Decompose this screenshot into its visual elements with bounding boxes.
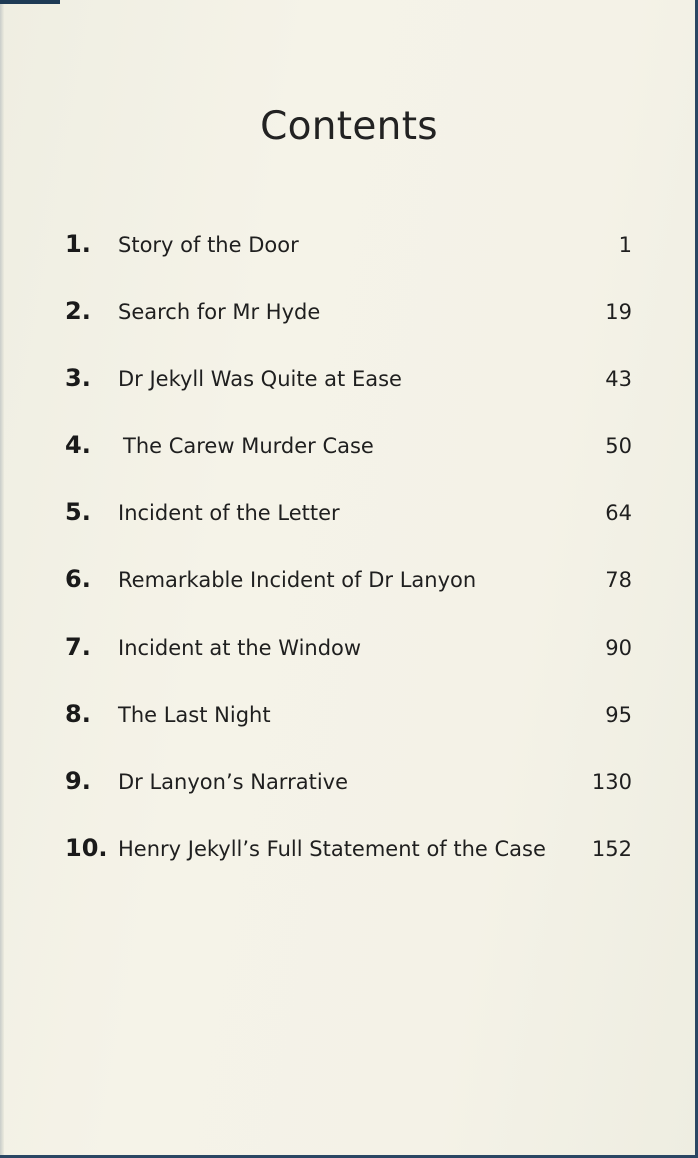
toc-entry [0, 224, 698, 291]
toc-entry-number: 2. [65, 297, 91, 326]
toc-entry [0, 627, 698, 694]
toc-entry [0, 425, 698, 492]
toc-entry [0, 358, 698, 425]
toc-entry-number: 7. [65, 632, 91, 661]
toc-entry-page: 50 [605, 434, 632, 459]
toc-entry [0, 291, 698, 358]
toc-entry-title: Incident at the Window [118, 635, 362, 660]
table-of-contents [0, 224, 698, 895]
toc-entry-page: 95 [605, 702, 632, 727]
toc-entry-page: 78 [605, 568, 632, 593]
toc-entry-number: 1. [65, 230, 91, 258]
toc-entry-number: 10. [65, 833, 108, 862]
toc-entry-page: 152 [591, 836, 632, 861]
toc-entry-page: 19 [605, 300, 632, 325]
toc-entry-number: 8. [65, 699, 91, 728]
page-title: Contents [260, 104, 438, 149]
toc-entry [0, 828, 698, 895]
toc-entry-page: 130 [591, 769, 632, 794]
toc-entry-page: 1 [618, 233, 632, 257]
toc-entry-title: The Carew Murder Case [123, 434, 374, 459]
toc-entry-title: Dr Jekyll Was Quite at Ease [118, 367, 402, 392]
toc-entry-title: Henry Jekyll’s Full Statement of the Case [118, 836, 546, 861]
toc-entry-number: 3. [65, 364, 91, 393]
toc-entry [0, 492, 698, 559]
toc-entry-title: Remarkable Incident of Dr Lanyon [118, 568, 477, 593]
toc-entry [0, 559, 698, 626]
toc-entry-number: 9. [65, 766, 91, 795]
toc-entry-title: The Last Night [118, 702, 271, 727]
toc-entry-page: 90 [605, 635, 632, 660]
toc-entry-title: Search for Mr Hyde [118, 300, 321, 325]
toc-entry-title: Incident of the Letter [118, 501, 340, 526]
toc-entry-page: 43 [605, 367, 632, 392]
toc-entry-page: 64 [605, 501, 632, 526]
page-top-edge [0, 0, 60, 4]
toc-entry-title: Dr Lanyon’s Narrative [118, 769, 348, 794]
toc-entry-number: 4. [65, 431, 91, 460]
toc-entry-number: 6. [65, 565, 91, 594]
toc-entry [0, 694, 698, 761]
toc-entry-title: Story of the Door [118, 233, 299, 257]
toc-entry-number: 5. [65, 498, 91, 527]
toc-entry [0, 761, 698, 828]
